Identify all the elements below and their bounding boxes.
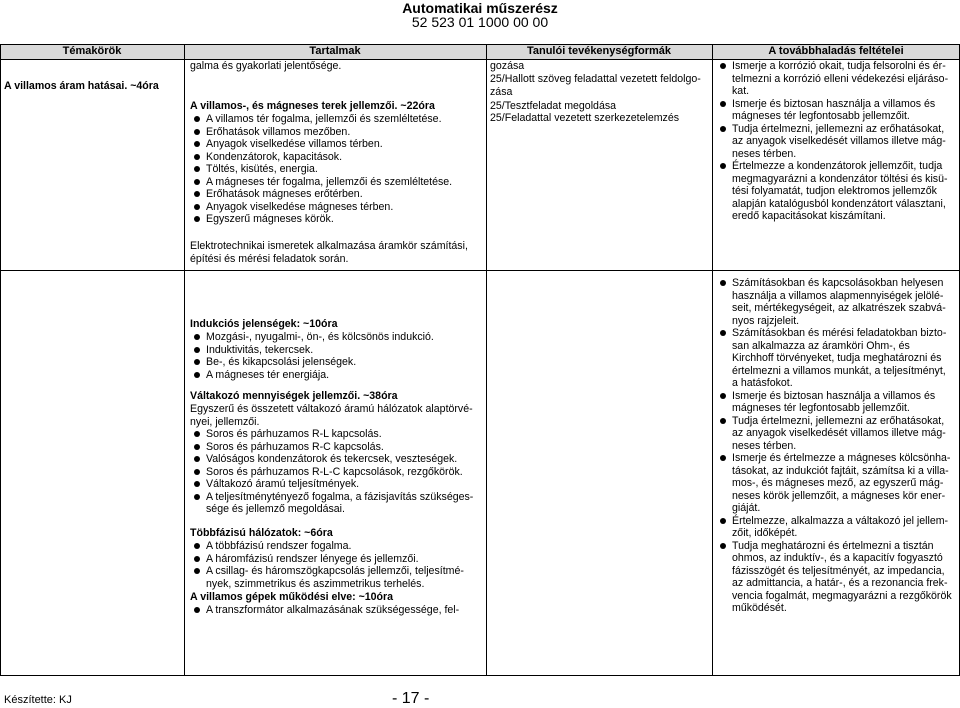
list-item: Erőhatások mágneses erőtérben. <box>190 188 452 201</box>
list-item: Anyagok viselkedése villamos térben. <box>190 138 452 151</box>
list-item: Induktivitás, tekercsek. <box>190 344 434 357</box>
column-divider <box>712 44 713 676</box>
page-number: - 17 - <box>392 690 430 707</box>
list-item: Mozgási-, nyugalmi-, ön-, és kölcsönös indukció. <box>190 331 434 344</box>
column-divider <box>486 44 487 676</box>
text-line: építési és mérési feladatok során. <box>190 252 349 265</box>
list-item: Soros és párhuzamos R-L kapcsolás. <box>190 428 473 441</box>
table-bottom-border <box>0 675 960 676</box>
table-left-border <box>0 44 1 676</box>
list-item: Anyagok viselkedése mágneses térben. <box>190 201 452 214</box>
content-list <box>190 604 459 617</box>
list-item: A transzformátor alkalmazásának szükségessége, fel- <box>190 604 459 617</box>
list-item: A csillag- és háromszögkapcsolás jellemzői, teljesítmé- nyek, szimmetrikus és aszimmetrikus terhelés. <box>190 565 464 590</box>
content-list <box>190 331 434 381</box>
list-item: Ismerje a korrózió okait, tudja felsorolni és ér- telmezni a korrózió elleni védekezési eljáráso- kat. <box>716 60 956 98</box>
list-item: Tudja értelmezni, jellemezni az erőhatásokat, az anyagok viselkedését villamos illetve mág- neses térben. <box>716 123 956 161</box>
section-title: Váltakozó mennyiségek jellemzői. ~38óra <box>190 390 398 402</box>
section-title: Többfázisú hálózatok: ~6óra <box>190 527 333 539</box>
list-item: A háromfázisú rendszer lényege és jellemzői. <box>190 553 464 566</box>
section-title: Indukciós jelenségek: ~10óra <box>190 318 338 330</box>
text-line: Egyszerű és összetett váltakozó áramú hálózatok alaptörvé- <box>190 403 473 415</box>
activity-text: gozása <box>490 60 525 72</box>
list-item: Töltés, kisütés, energia. <box>190 163 452 176</box>
list-item: A villamos tér fogalma, jellemzői és szemléltetése. <box>190 113 452 126</box>
activity-text: zása <box>490 86 513 98</box>
list-item: Soros és párhuzamos R-C kapcsolás. <box>190 441 473 454</box>
list-item: Számításokban és kapcsolásokban helyesen használja a villamos alapmennyiségek jelölé- seit, mértékegységeit, az alkatrészek szabvá- nyos rajzjeleit. <box>716 277 956 327</box>
column-header-topics: Témakörök <box>0 44 184 60</box>
activity-text: 25/Tesztfeladat megoldása <box>490 100 617 112</box>
activity-text: 25/Feladattal vezetett szerkezetelemzés <box>490 112 680 124</box>
document-code: 52 523 01 1000 00 00 <box>411 14 549 30</box>
document-title: Automatikai műszerész <box>402 0 558 16</box>
content-list <box>190 428 473 516</box>
column-header-requirements: A továbbhaladás feltételei <box>712 44 960 60</box>
list-item: Értelmezze a kondenzátorok jellemzőit, tudja megmagyarázni a kondenzátor töltési és kisü- tési folyamatát, tudjon elektromos jellemzők alapján katalógusból kondenzátort választani, eredő kapacitásokat kiszámítani. <box>716 160 956 223</box>
list-item: A többfázisú rendszer fogalma. <box>190 540 464 553</box>
requirements-list <box>716 60 956 223</box>
list-item: Tudja meghatározni és értelmezni a tisztán ohmos, az induktív-, és a kapacitív fogyasztó fázisszögét és teljesítményét, az impedancia, az admittancia, a határ-, és a rezonancia frek- vencia fogalmát, megmagyarázni a rezgőkörök működését. <box>716 540 956 615</box>
section-title: A villamos-, és mágneses terek jellemzői. ~22óra <box>190 100 435 112</box>
content-list <box>190 540 464 590</box>
list-item: Tudja értelmezni, jellemezni az erőhatásokat, az anyagok viselkedését villamos illetve mág- neses térben. <box>716 415 956 453</box>
content-text: galma és gyakorlati jelentősége. <box>190 60 342 72</box>
column-divider <box>184 44 185 676</box>
text-line: nyei, jellemzői. <box>190 415 260 428</box>
list-item: Ismerje és biztosan használja a villamos és mágneses tér legfontosabb jellemzőit. <box>716 390 956 415</box>
list-item: Egyszerű mágneses körök. <box>190 213 452 226</box>
list-item: Soros és párhuzamos R-L-C kapcsolások, rezgőkörök. <box>190 466 473 479</box>
content-paragraph <box>190 240 468 265</box>
list-item: A mágneses tér energiája. <box>190 369 434 382</box>
column-header-activities: Tanulói tevékenységformák <box>486 44 712 60</box>
activity-text: 25/Hallott szöveg feladattal vezetett feldolgo- <box>490 73 701 85</box>
list-item: Értelmezze, alkalmazza a váltakozó jel jellem- zőit, időképét. <box>716 515 956 540</box>
content-list <box>190 113 452 226</box>
requirements-list <box>716 277 956 615</box>
topic-label: A villamos áram hatásai. ~4óra <box>4 80 159 92</box>
list-item: Számításokban és mérési feladatokban bizto- san alkalmazza az áramköri Ohm-, és Kirchhoff törvényeket, tudja meghatározni és értelmezni a villamos munkát, a teljesítményt, a hatásfokot. <box>716 327 956 390</box>
list-item: Valóságos kondenzátorok és tekercsek, veszteségek. <box>190 453 473 466</box>
footer-author: Készítette: KJ <box>4 694 72 706</box>
text-line: Elektrotechnikai ismeretek alkalmazása áramkör számítási, <box>190 240 468 252</box>
content-paragraph <box>190 403 473 428</box>
list-item: A teljesítménytényező fogalma, a fázisjavítás szükséges- sége és jellemző megoldásai. <box>190 491 473 516</box>
list-item: Kondenzátorok, kapacitások. <box>190 151 452 164</box>
row-divider <box>0 270 960 271</box>
section-title: A villamos gépek működési elve: ~10óra <box>190 591 394 603</box>
list-item: A mágneses tér fogalma, jellemzői és szemléltetése. <box>190 176 452 189</box>
list-item: Ismerje és biztosan használja a villamos és mágneses tér legfontosabb jellemzőit. <box>716 98 956 123</box>
table-top-border <box>0 44 960 45</box>
list-item: Váltakozó áramú teljesítmények. <box>190 478 473 491</box>
list-item: Ismerje és értelmezze a mágneses kölcsönha- tásokat, az indukciót fajtáit, számítsa ki a villa- mos-, és mágneses mező, az egyszerű mág- neses körök jellemzőit, a mágneses kör ener- giáját. <box>716 452 956 515</box>
list-item: Erőhatások villamos mezőben. <box>190 126 452 139</box>
column-header-contents: Tartalmak <box>184 44 486 60</box>
list-item: Be-, és kikapcsolási jelenségek. <box>190 356 434 369</box>
